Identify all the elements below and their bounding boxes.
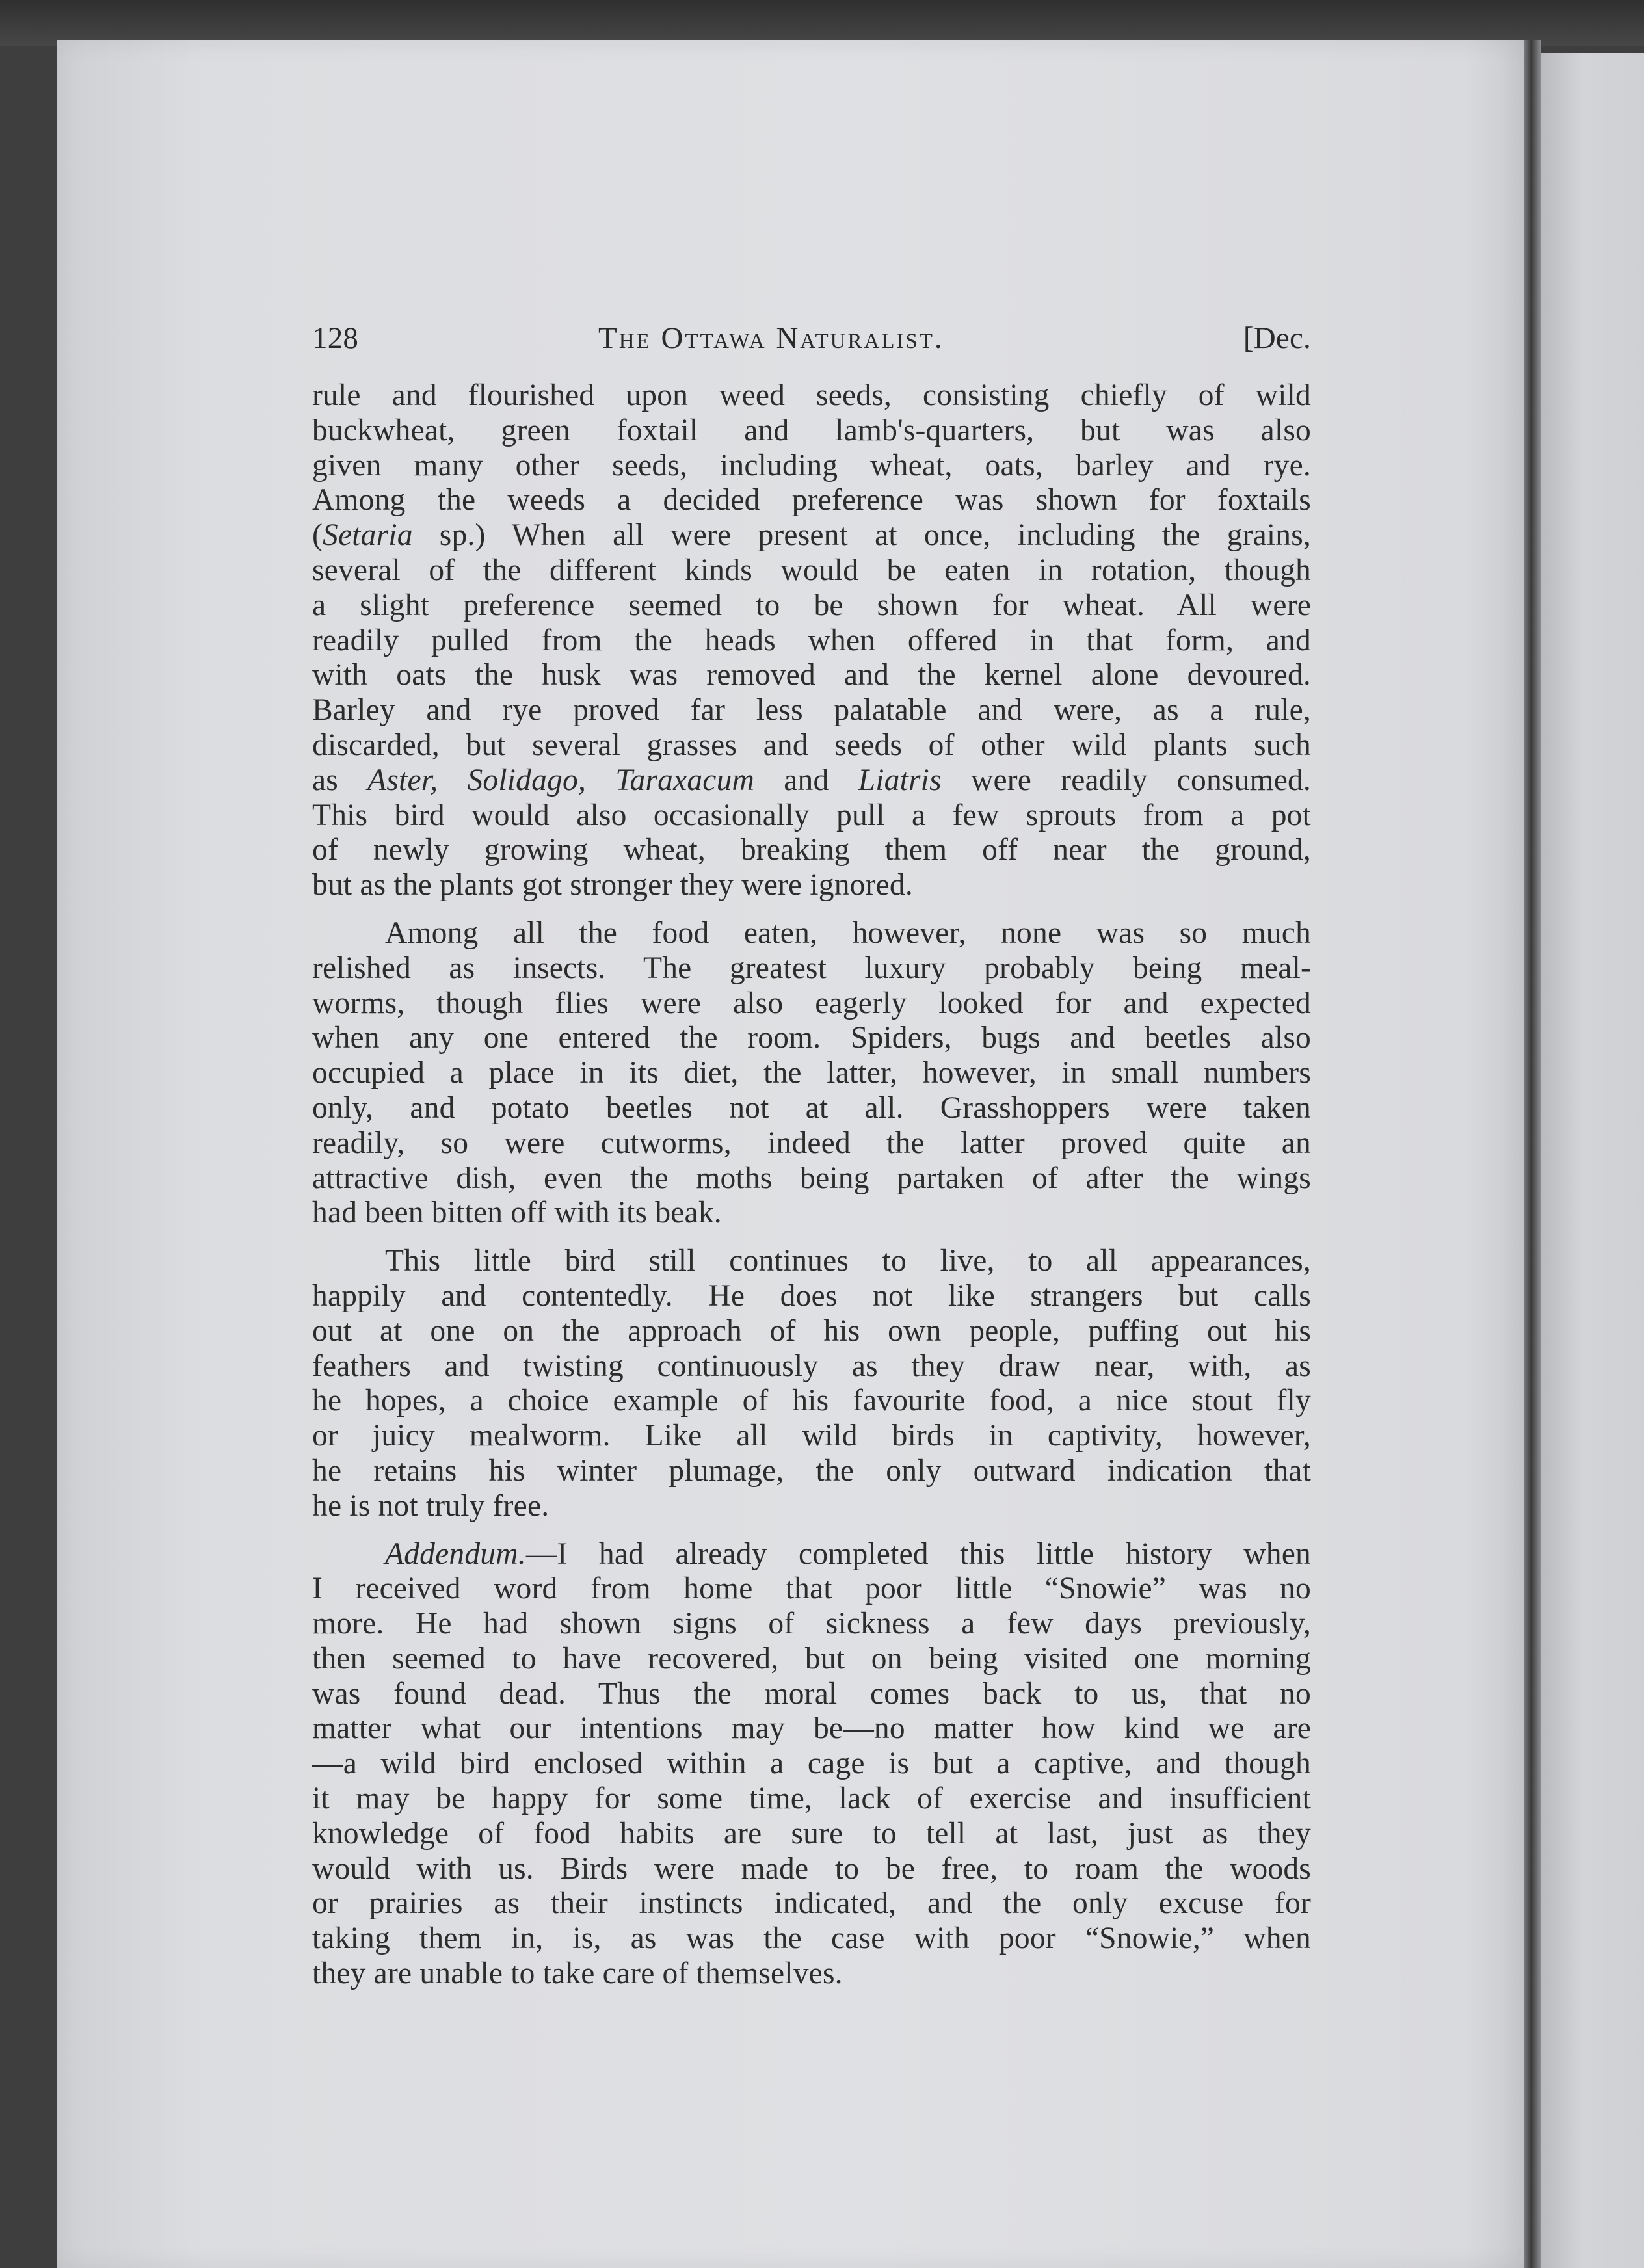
text-line: more. He had shown signs of sickness a few days previously, — [312, 1607, 1311, 1641]
text-line: but as the plants got stronger they were ignored. — [312, 868, 913, 903]
text-line: readily pulled from the heads when offered in that form, and — [312, 623, 1311, 657]
text-line: knowledge of food habits are sure to tell at last, just as they — [312, 1816, 1311, 1851]
text-line: discarded, but several grasses and seeds of other wild plants such — [312, 728, 1311, 762]
text-line: only, and potato beetles not at all. Grasshoppers were taken — [312, 1090, 1311, 1125]
text-line: taking them in, is, as was the case with poor “Snowie,” when — [312, 1921, 1311, 1956]
journal-title: The Ottawa Naturalist. — [598, 321, 944, 355]
text-line: relished as insects. The greatest luxury probably being meal- — [312, 951, 1311, 985]
text-line: I received word from home that poor little “Snowie” was no — [312, 1572, 1311, 1606]
page-number: 128 — [312, 321, 359, 355]
text-line: had been bitten off with its beak. — [312, 1196, 722, 1230]
text-line: buckwheat, green foxtail and lamb's-quarters, but was also — [312, 413, 1311, 447]
text-line: attractive dish, even the moths being partaken of after the wings — [312, 1161, 1311, 1195]
paragraph — [312, 1537, 1311, 1992]
text-line: This little bird still continues to live, to all appearances, — [385, 1244, 1311, 1278]
text-line: would with us. Birds were made to be free, to roam the woods — [312, 1851, 1311, 1886]
text-line: or prairies as their instincts indicated, and the only excuse for — [312, 1886, 1311, 1921]
paragraph — [312, 1244, 1311, 1523]
text-line: he retains his winter plumage, the only outward indication that — [312, 1453, 1311, 1488]
text-line: given many other seeds, including wheat, oats, barley and rye. — [312, 448, 1311, 482]
book-gutter — [1524, 40, 1541, 2268]
text-line: readily, so were cutworms, indeed the latter proved quite an — [312, 1126, 1311, 1160]
text-line: occupied a place in its diet, the latter, however, in small numbers — [312, 1056, 1311, 1090]
text-line: rule and flourished upon weed seeds, consisting chiefly of wild — [312, 378, 1311, 412]
text-line: several of the different kinds would be eaten in rotation, though — [312, 553, 1311, 587]
text-line: Addendum.—I had already completed this little history when — [385, 1536, 1311, 1571]
text-line: Among the weeds a decided preference was shown for foxtails — [312, 483, 1311, 518]
text-line: then seemed to have recovered, but on being visited one morning — [312, 1641, 1311, 1676]
text-line: Barley and rye proved far less palatable and were, as a rule, — [312, 693, 1311, 728]
text-line: This bird would also occasionally pull a few sprouts from a pot — [312, 798, 1311, 832]
paragraph — [312, 916, 1311, 1231]
text-line: worms, though flies were also eagerly looked for and expected — [312, 986, 1311, 1020]
text-line: feathers and twisting continuously as they draw near, with, as — [312, 1349, 1311, 1383]
issue-month: [Dec. — [1243, 321, 1311, 355]
text-line: a slight preference seemed to be shown for wheat. All were — [312, 588, 1311, 622]
text-line: Among all the food eaten, however, none was so much — [385, 916, 1311, 950]
facing-page-edge — [1541, 53, 1644, 2268]
text-line: it may be happy for some time, lack of exercise and insufficient — [312, 1782, 1311, 1816]
text-line: matter what our intentions may be—no matter how kind we are — [312, 1711, 1311, 1746]
paragraph — [312, 378, 1311, 903]
scan-background — [0, 0, 1644, 46]
text-line: happily and contentedly. He does not like strangers but calls — [312, 1278, 1311, 1313]
text-line: when any one entered the room. Spiders, bugs and beetles also — [312, 1021, 1311, 1055]
text-line: he is not truly free. — [312, 1488, 550, 1523]
running-header — [312, 321, 1311, 360]
text-line: out at one on the approach of his own people, puffing out his — [312, 1313, 1311, 1348]
text-line: (Setaria sp.) When all were present at once, including the grains, — [312, 518, 1311, 553]
page-text-block — [312, 321, 1311, 1992]
text-line: of newly growing wheat, breaking them off near the ground, — [312, 833, 1311, 867]
text-line: with oats the husk was removed and the kernel alone devoured. — [312, 658, 1311, 692]
text-line: as Aster, Solidago, Taraxacum and Liatris were readily consumed. — [312, 763, 1311, 797]
text-line: or juicy mealworm. Like all wild birds in captivity, however, — [312, 1419, 1311, 1453]
text-line: he hopes, a choice example of his favourite food, a nice stout fly — [312, 1384, 1311, 1418]
text-line: was found dead. Thus the moral comes back to us, that no — [312, 1676, 1311, 1711]
text-line: —a wild bird enclosed within a cage is but a captive, and though — [312, 1747, 1311, 1781]
text-line: they are unable to take care of themselves. — [312, 1957, 843, 1991]
